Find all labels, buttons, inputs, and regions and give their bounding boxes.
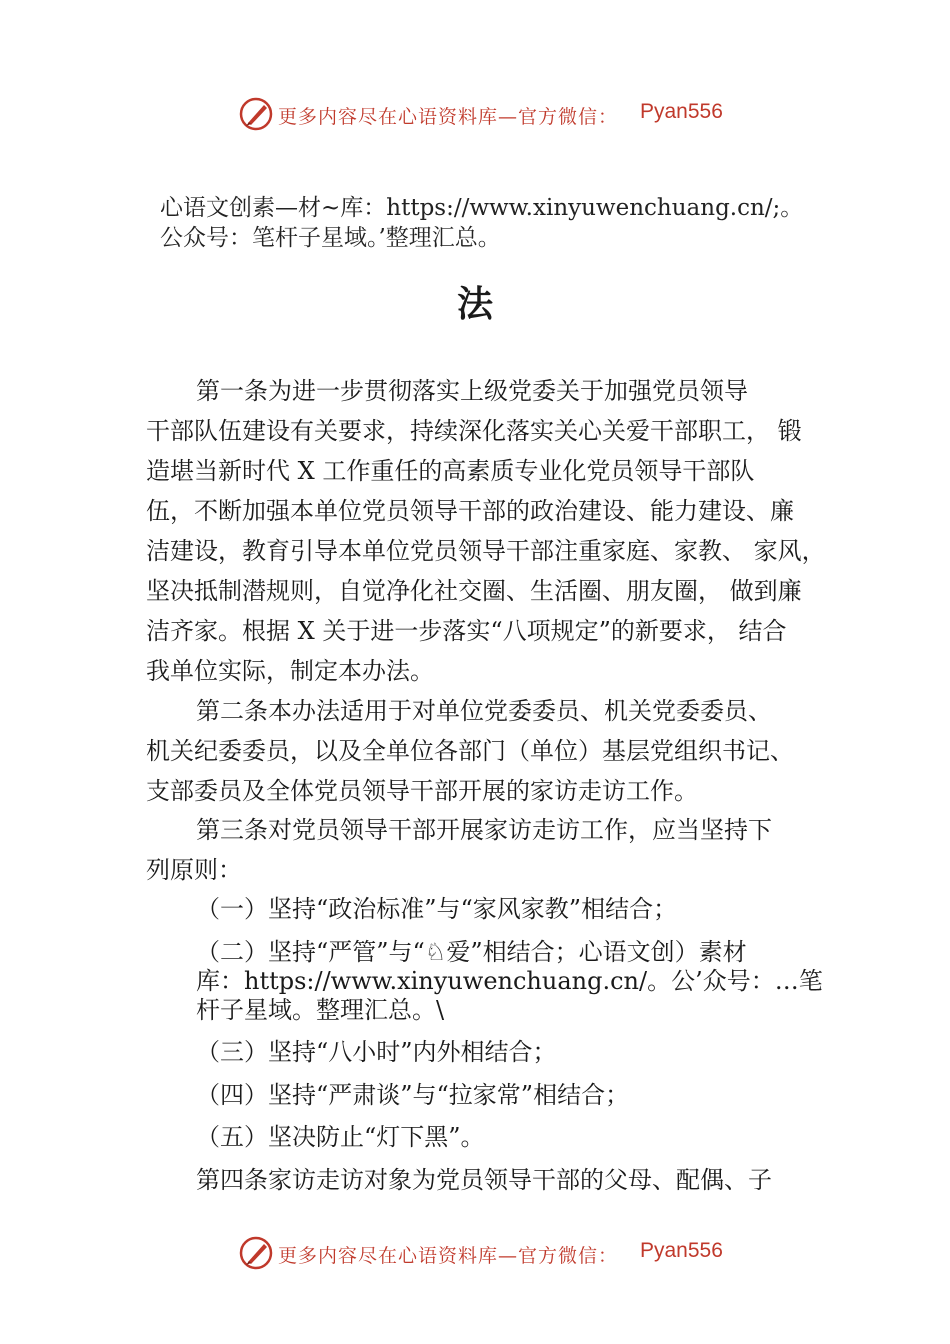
source-note-line-2: 公众号：笔杆子星域。’整理汇总。 — [160, 225, 501, 251]
text-line: 伍，不断加强本单位党员领导干部的政治建设、能力建设、廉 — [146, 497, 794, 525]
text-line: 杆子星域。整理汇总。\ — [196, 996, 445, 1024]
text-line: 我单位实际，制定本办法。 — [146, 657, 434, 685]
text-line: 第三条对党员领导干部开展家访走访工作，应当坚持下 — [196, 816, 772, 844]
text-line: （一）坚持“政治标准”与“家风家教”相结合； — [196, 895, 678, 923]
text-line: 第二条本办法适用于对单位党委委员、机关党委委员、 — [196, 697, 772, 725]
banner-handle: Pyan556 — [640, 1239, 723, 1262]
pen-logo-icon — [238, 96, 274, 132]
text-line: （五）坚决防止“灯下黑”。 — [196, 1123, 485, 1151]
source-note-line-1: 心语文创素—材~库：https://www.xinyuwenchuang.cn/;。 — [160, 195, 804, 221]
text-line: 列原则： — [146, 856, 242, 884]
text-line: （三）坚持“八小时”内外相结合； — [196, 1038, 557, 1066]
text-line: 坚决抵制潜规则，自觉净化社交圈、生活圈、朋友圈， 做到廉 — [146, 577, 802, 605]
text-line: 支部委员及全体党员领导干部开展的家访走访工作。 — [146, 777, 698, 805]
text-line: 库：https://www.xinyuwenchuang.cn/。公’众号：…笔 — [196, 967, 823, 995]
text-line: 机关纪委委员，以及全单位各部门（单位）基层党组织书记、 — [146, 737, 794, 765]
text-line: 干部队伍建设有关要求，持续深化落实关心关爱干部职工， 锻 — [146, 417, 802, 445]
text-line: 第四条家访走访对象为党员领导干部的父母、配偶、子 — [196, 1166, 772, 1194]
text-line: （二）坚持“严管”与“♘爱”相结合；心语文创）素材 — [196, 938, 747, 966]
footer-watermark-banner — [0, 1235, 950, 1275]
banner-handle: Pyan556 — [640, 100, 723, 123]
header-watermark-banner — [0, 96, 950, 136]
text-line: （四）坚持“严肃谈”与“拉家常”相结合； — [196, 1081, 630, 1109]
document-title: 法 — [456, 283, 493, 325]
text-line: 洁齐家。根据 X 关于进一步落实“八项规定”的新要求， 结合 — [146, 617, 787, 645]
banner-text: 更多内容尽在心语资料库—官方微信： — [278, 1245, 619, 1267]
text-line: 第一条为进一步贯彻落实上级党委关于加强党员领导 — [196, 377, 748, 405]
banner-text: 更多内容尽在心语资料库—官方微信： — [278, 106, 619, 128]
text-line: 洁建设，教育引导本单位党员领导干部注重家庭、家教、 家风， — [146, 537, 826, 565]
text-line: 造堪当新时代 X 工作重任的高素质专业化党员领导干部队 — [146, 457, 755, 485]
pen-logo-icon — [238, 1235, 274, 1271]
